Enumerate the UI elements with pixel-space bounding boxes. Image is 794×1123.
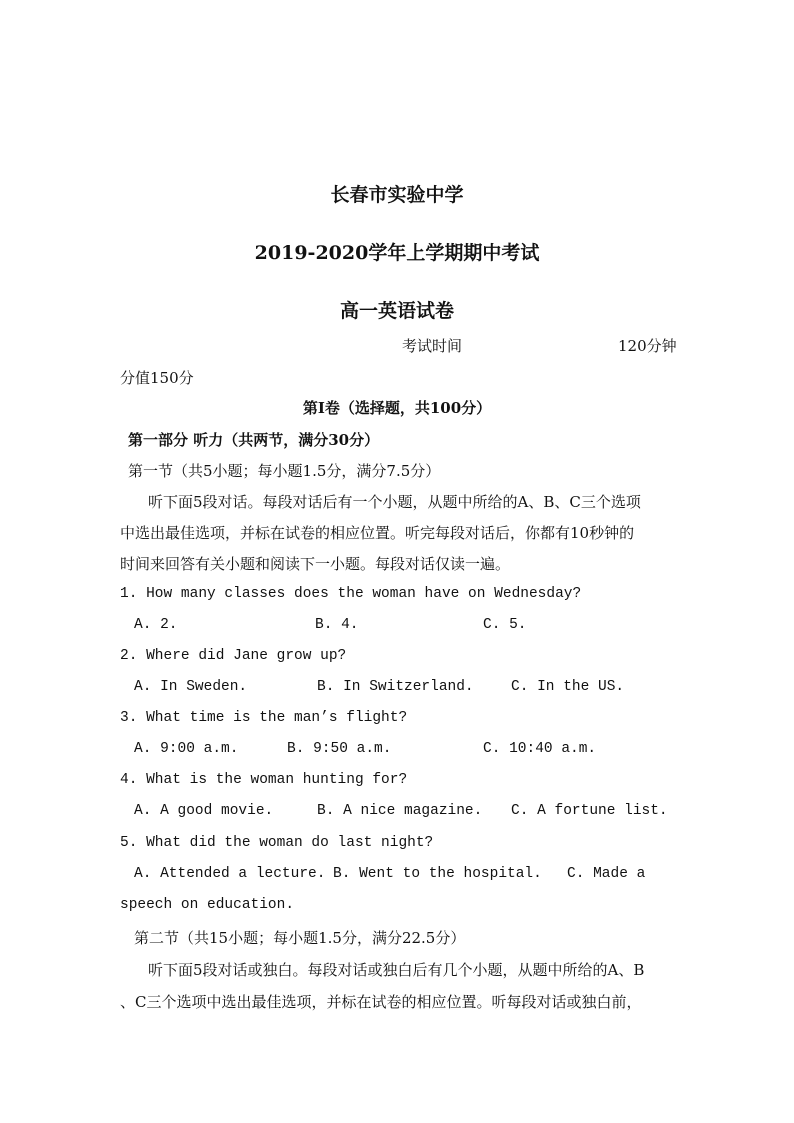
section2-title: 第二节（共15小题；每小题1.5分，满分22.5分）: [134, 929, 466, 947]
section1-instruction-line: 时间来回答有关小题和阅读下一小题。每段对话仅读一遍。: [120, 555, 511, 573]
question-5: 5. What did the woman do last night?: [120, 835, 434, 851]
question-3: 3. What time is the man’s flight?: [120, 710, 408, 726]
question-4: 4. What is the woman hunting for?: [120, 772, 408, 788]
section1-title: 第一节（共5小题；每小题1.5分，满分7.5分）: [128, 462, 441, 480]
option-a: A. Attended a lecture.: [134, 866, 326, 882]
exam-subject: 高一英语试卷: [339, 300, 454, 322]
option-b: B. Went to the hospital.: [333, 866, 542, 882]
option-a: A. In Sweden.: [134, 679, 248, 695]
option-a: A. A good movie.: [134, 803, 274, 819]
school-name: 长春市实验中学: [330, 184, 464, 206]
option-c-continued: speech on education.: [120, 897, 295, 913]
option-c: C. In the US.: [511, 679, 625, 695]
section1-instruction-line: 中选出最佳选项，并标在试卷的相应位置。听完每段对话后，你都有10秒钟的: [120, 524, 635, 542]
volume-title: 第Ⅰ卷（选择题，共100分）: [302, 399, 492, 417]
option-b: B. A nice magazine.: [317, 803, 483, 819]
option-b: B. In Switzerland.: [317, 679, 474, 695]
option-c: C. 10:40 a.m.: [483, 741, 597, 757]
exam-term: 2019-2020学年上学期期中考试: [254, 242, 540, 264]
section1-instruction-line: 听下面5段对话。每段对话后有一个小题，从题中所给的A、B、C三个选项: [148, 493, 641, 511]
option-b: B. 4.: [315, 617, 359, 633]
part1-title: 第一部分 听力（共两节，满分30分）: [128, 431, 380, 449]
option-c: C. 5.: [483, 617, 527, 633]
question-2: 2. Where did Jane grow up?: [120, 648, 347, 664]
question-1: 1. How many classes does the woman have on Wednesday?: [120, 586, 582, 602]
section2-instruction-line: 、C三个选项中选出最佳选项，并标在试卷的相应位置。听每段对话或独白前，: [120, 993, 642, 1011]
option-c: C. Made a: [567, 866, 646, 882]
option-a: A. 2.: [134, 617, 178, 633]
option-a: A. 9:00 a.m.: [134, 741, 239, 757]
option-b: B. 9:50 a.m.: [287, 741, 392, 757]
option-c: C. A fortune list.: [511, 803, 668, 819]
section2-instruction-line: 听下面5段对话或独白。每段对话或独白后有几个小题，从题中所给的A、B: [148, 961, 645, 979]
time-value: 120分钟: [618, 337, 677, 355]
score-value: 分值150分: [120, 369, 194, 387]
time-label: 考试时间: [402, 337, 463, 355]
